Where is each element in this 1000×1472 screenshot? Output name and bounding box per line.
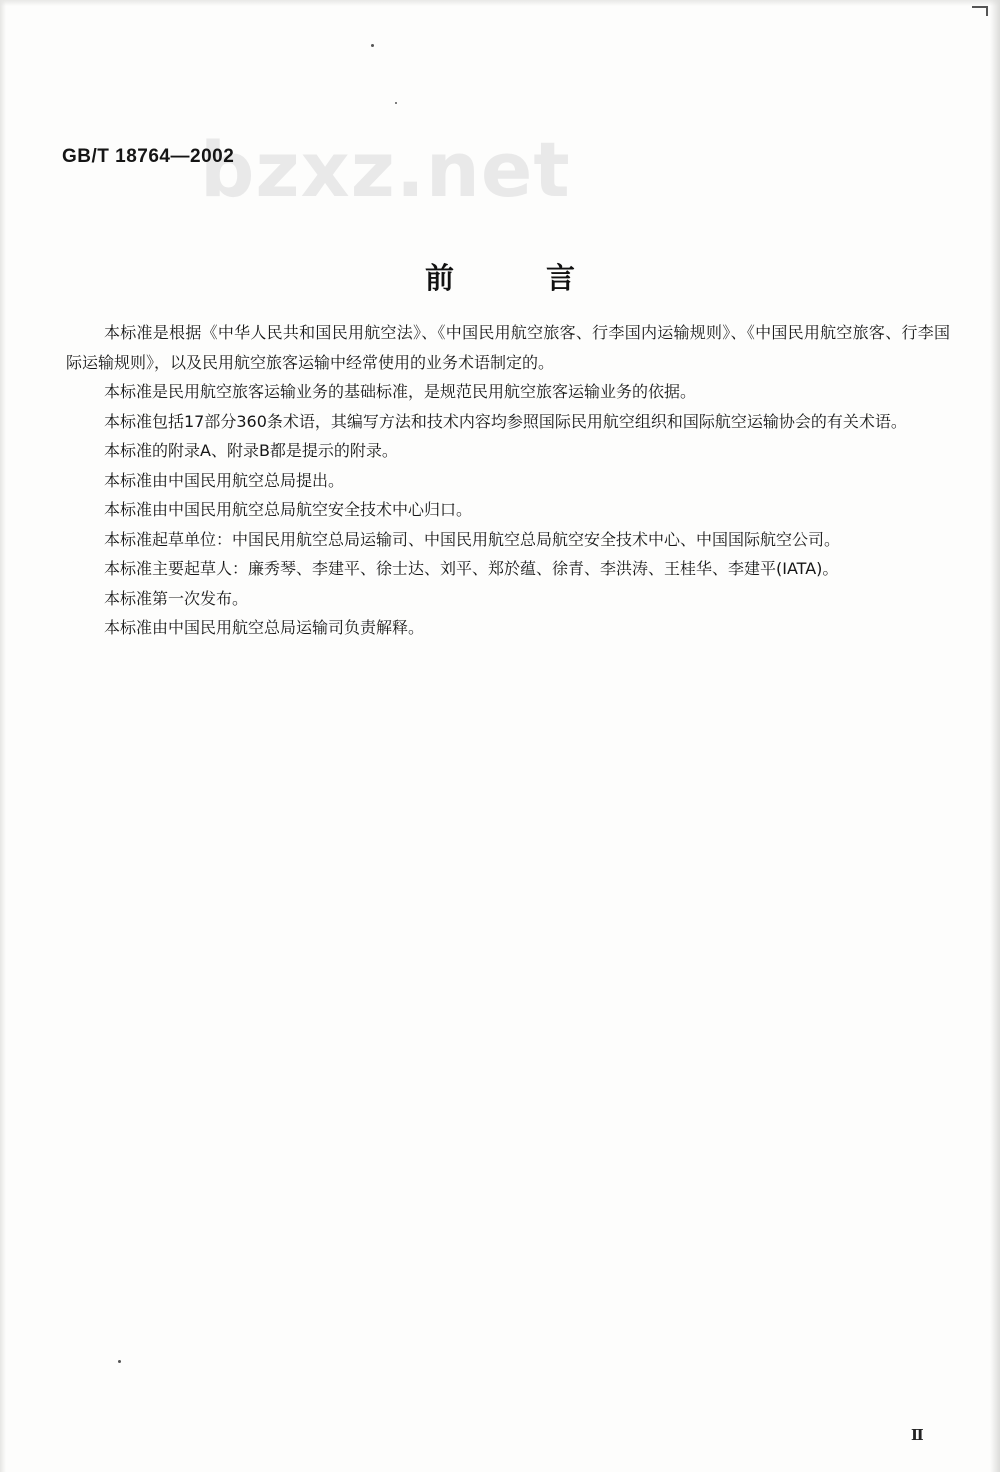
scan-edge-left bbox=[0, 0, 6, 1472]
scan-speck bbox=[118, 1360, 121, 1363]
scan-speck bbox=[371, 44, 374, 47]
paragraph-drafters: 本标准主要起草人：廉秀琴、李建平、徐士达、刘平、郑於蕴、徐青、李洪涛、王桂华、李建平(IATA)。 bbox=[104, 559, 839, 578]
paragraph-proposer: 本标准由中国民用航空总局提出。 bbox=[104, 470, 345, 490]
paragraph-appendix: 本标准的附录A、附录B都是提示的附录。 bbox=[104, 441, 398, 460]
paragraph-scope: 本标准是民用航空旅客运输业务的基础标准，是规范民用航空旅客运输业务的依据。 bbox=[104, 382, 697, 401]
corner-mark-icon bbox=[972, 6, 988, 16]
paragraph-contents: 本标准包括17部分360条术语，其编写方法和技术内容均参照国际民用航空组织和国际航空运输协会的有关术语。 bbox=[104, 411, 907, 431]
paragraph-basis: 本标准是根据《中华人民共和国民用航空法》、《中国民用航空旅客、行李国内运输规则》、《中国民用航空旅客、行李国际运输规则》，以及民用航空旅客运输中经常使用的业务术语制定的。 bbox=[66, 323, 950, 372]
watermark-text: bzxz.net bbox=[200, 125, 571, 214]
page-number: Ⅱ bbox=[911, 1428, 923, 1444]
page-title: 前言 bbox=[424, 261, 667, 295]
paragraph-responsible: 本标准由中国民用航空总局航空安全技术中心归口。 bbox=[104, 500, 473, 519]
scan-edge-top bbox=[0, 0, 1000, 6]
foreword-body bbox=[66, 318, 950, 643]
scan-speck bbox=[395, 102, 397, 104]
scan-edge-right bbox=[990, 0, 1000, 1472]
standard-code: GB/T 18764—2002 bbox=[62, 146, 235, 167]
paragraph-drafting-units: 本标准起草单位：中国民用航空总局运输司、中国民用航空总局航空安全技术中心、中国国际航空公司。 bbox=[104, 529, 841, 549]
paragraph-interpretation: 本标准由中国民用航空总局运输司负责解释。 bbox=[104, 618, 425, 637]
paragraph-first-release: 本标准第一次发布。 bbox=[104, 588, 249, 608]
